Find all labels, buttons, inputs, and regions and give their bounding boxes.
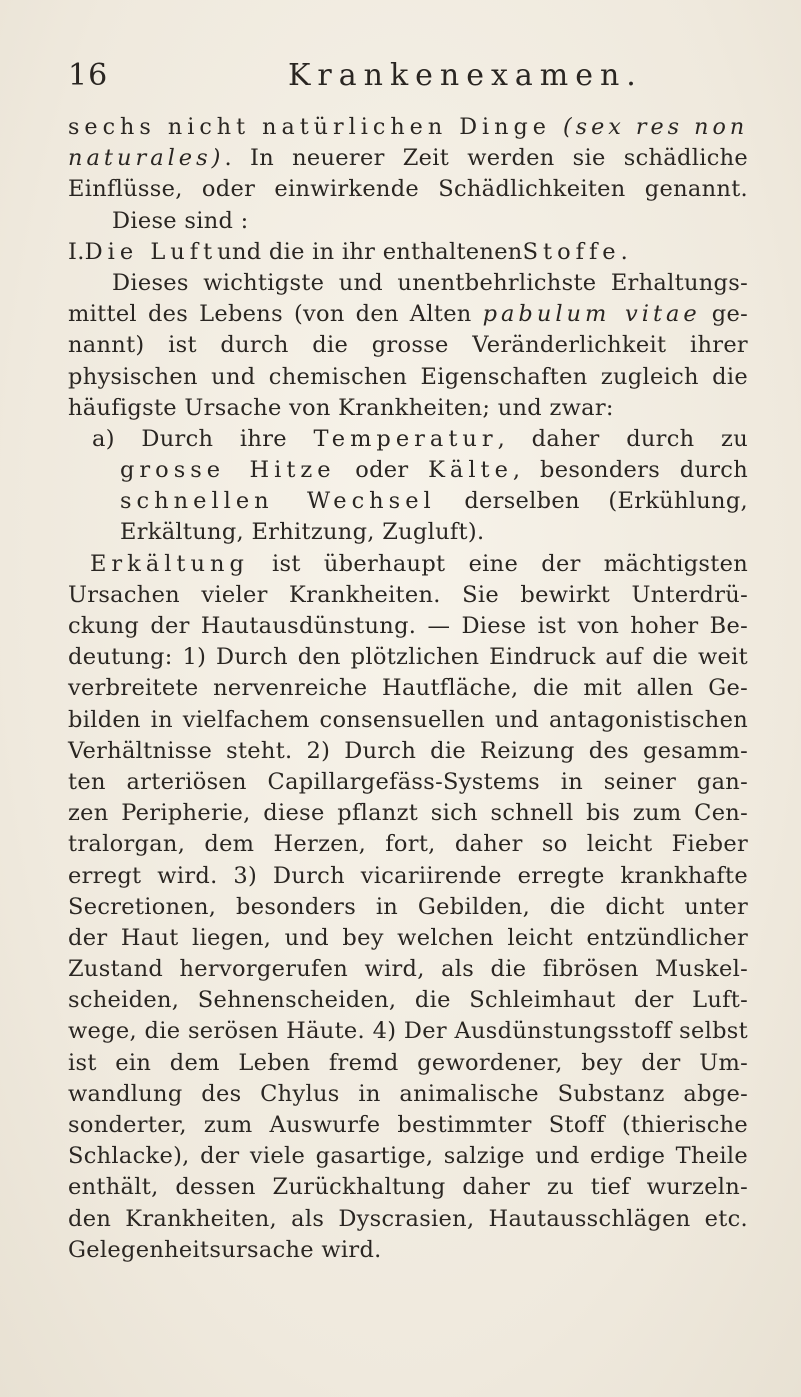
text-line: nannt) ist durch die grosse Veränderlichkeit ihrer	[68, 332, 748, 359]
body-text	[68, 112, 748, 1266]
text-line: a) Durch ihre Temperatur, daher durch zu	[92, 425, 748, 452]
text-line: Dieses wichtigste und unentbehrlichste Erhaltungs-	[112, 269, 748, 296]
text-line: ckung der Hautausdünstung. — Diese ist von hoher Be-	[68, 613, 748, 639]
section-heading: I. Die Luft und die in ihr enthaltenen Stoffe.	[68, 238, 633, 265]
text-line: zen Peripherie, diese pflanzt sich schnell bis zum Cen-	[68, 800, 748, 827]
text-line: ist ein dem Leben fremd gewordener, bey der Um-	[68, 1049, 748, 1076]
text-line: naturales). In neuerer Zeit werden sie schädliche	[68, 145, 748, 172]
text-line: Ursachen vieler Krankheiten. Sie bewirkt Unterdrü-	[68, 581, 748, 608]
text-line: mittel des Lebens (von den Alten pabulum vitae ge-	[68, 301, 748, 328]
text-line: häufigste Ursache von Krankheiten; und zwar:	[68, 394, 614, 421]
text-line: deutung: 1) Durch den plötzlichen Eindruck auf die weit	[68, 644, 748, 671]
text-line: Verhältnisse steht. 2) Durch die Reizung des gesamm-	[68, 737, 748, 764]
text-line: schnellen Wechsel derselben (Erkühlung,	[120, 488, 748, 515]
text-line: Diese sind :	[112, 207, 249, 234]
text-line: enthält, dessen Zurückhaltung daher zu tief wurzeln-	[68, 1174, 748, 1201]
text-line: Schlacke), der viele gasartige, salzige und erdige Theile	[68, 1143, 748, 1170]
text-line: wege, die serösen Häute. 4) Der Ausdünstungsstoff selbst	[68, 1018, 748, 1045]
text-line: Einflüsse, oder einwirkende Schädlichkeiten genannt.	[68, 176, 748, 203]
text-line: Zustand hervorgerufen wird, als die fibrösen Muskel-	[68, 956, 748, 983]
text-line: sonderter, zum Auswurfe bestimmter Stoff (thierische	[68, 1112, 748, 1138]
text-line: grosse Hitze oder Kälte, besonders durch	[120, 457, 748, 484]
text-line: erregt wird. 3) Durch vicariirende erregte krankhafte	[68, 862, 748, 889]
page-header	[68, 58, 741, 98]
text-line: der Haut liegen, und bey welchen leicht entzündlicher	[68, 924, 748, 951]
text-line: Erkältung, Erhitzung, Zugluft).	[120, 519, 485, 546]
page-number: 16	[68, 58, 109, 93]
running-head: Krankenexamen.	[288, 58, 643, 93]
text-line: Secretionen, besonders in Gebilden, die dicht unter	[68, 893, 748, 920]
text-line: tralorgan, dem Herzen, fort, daher so leicht Fieber	[68, 831, 748, 858]
text-line: sechs nicht natürlichen Dinge (sex res non	[68, 114, 749, 140]
text-line: verbreitete nervenreiche Hautfläche, die mit allen Ge-	[68, 675, 748, 702]
text-line: Erkältung ist überhaupt eine der mächtigsten	[90, 550, 748, 577]
text-line: scheiden, Sehnenscheiden, die Schleimhaut der Luft-	[68, 987, 748, 1014]
text-line: ten arteriösen Capillargefäss-Systems in seiner gan-	[68, 768, 748, 795]
text-line: physischen und chemischen Eigenschaften zugleich die	[68, 363, 748, 390]
text-line: bilden in vielfachem consensuellen und antagonistischen	[68, 706, 748, 733]
text-line: den Krankheiten, als Dyscrasien, Hautausschlägen etc.	[68, 1205, 748, 1232]
text-line: wandlung des Chylus in animalische Substanz abge-	[68, 1080, 748, 1107]
text-line: Gelegenheitsursache wird.	[68, 1236, 382, 1263]
